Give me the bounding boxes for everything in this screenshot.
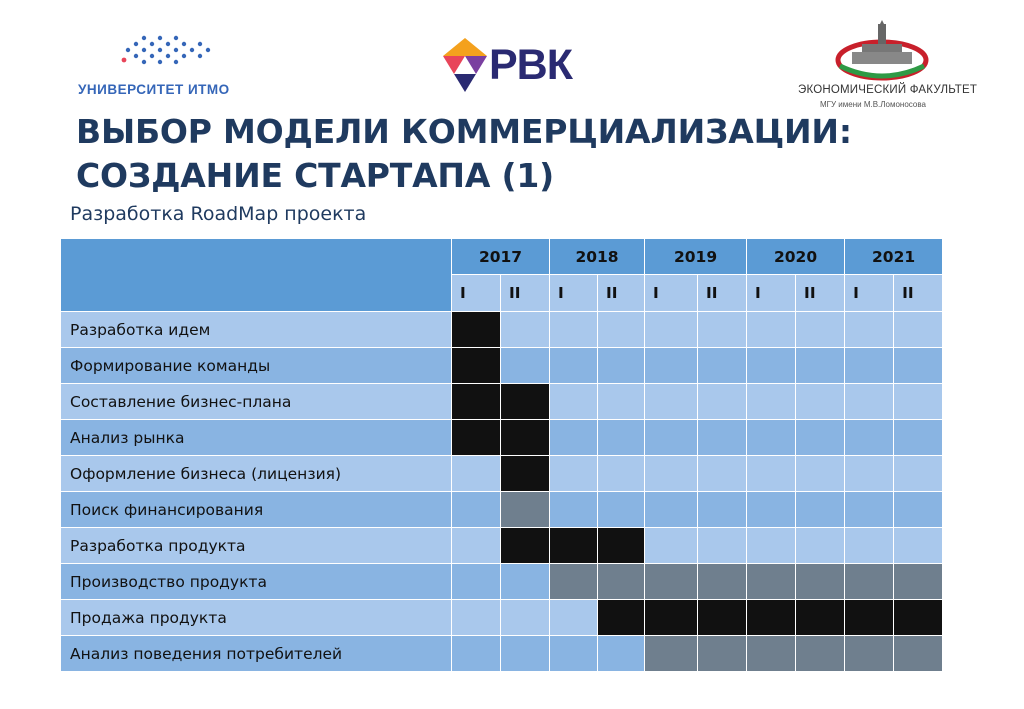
task-label: Разработка идем bbox=[61, 312, 452, 348]
gantt-bar-cell bbox=[452, 420, 501, 456]
roadmap-gantt bbox=[60, 238, 942, 680]
gantt-empty-cell bbox=[747, 420, 796, 456]
gantt-empty-cell bbox=[645, 528, 698, 564]
gantt-empty-cell bbox=[645, 456, 698, 492]
gantt-empty-cell bbox=[796, 456, 845, 492]
gantt-empty-cell bbox=[645, 384, 698, 420]
gantt-empty-cell bbox=[452, 600, 501, 636]
half-label: II bbox=[894, 275, 943, 312]
gantt-bar-cell bbox=[550, 528, 598, 564]
half-label: I bbox=[550, 275, 598, 312]
gantt-empty-cell bbox=[796, 492, 845, 528]
title-line-1: ВЫБОР МОДЕЛИ КОММЕРЦИАЛИЗАЦИИ: bbox=[76, 112, 852, 151]
gantt-bar-cell bbox=[452, 384, 501, 420]
half-label: II bbox=[796, 275, 845, 312]
gantt-empty-cell bbox=[598, 456, 645, 492]
gantt-empty-cell bbox=[796, 312, 845, 348]
itmo-logo-text: УНИВЕРСИТЕТ ИТМО bbox=[78, 82, 230, 97]
gantt-empty-cell bbox=[645, 420, 698, 456]
gantt-bar-cell bbox=[698, 600, 747, 636]
gantt-empty-cell bbox=[598, 312, 645, 348]
gantt-task-row bbox=[61, 348, 943, 384]
gantt-empty-cell bbox=[845, 456, 894, 492]
gantt-empty-cell bbox=[598, 492, 645, 528]
gantt-empty-cell bbox=[796, 528, 845, 564]
gantt-empty-cell bbox=[698, 456, 747, 492]
half-label: I bbox=[645, 275, 698, 312]
gantt-empty-cell bbox=[452, 636, 501, 672]
task-label: Продажа продукта bbox=[61, 600, 452, 636]
gantt-empty-cell bbox=[845, 492, 894, 528]
year-2021: 2021 bbox=[845, 239, 943, 275]
year-2020: 2020 bbox=[747, 239, 845, 275]
task-label: Разработка продукта bbox=[61, 528, 452, 564]
gantt-bar-cell bbox=[796, 636, 845, 672]
gantt-empty-cell bbox=[845, 420, 894, 456]
gantt-bar-cell bbox=[698, 636, 747, 672]
gantt-empty-cell bbox=[452, 528, 501, 564]
gantt-bar-cell bbox=[845, 636, 894, 672]
gantt-empty-cell bbox=[845, 384, 894, 420]
gantt-empty-cell bbox=[550, 420, 598, 456]
gantt-empty-cell bbox=[698, 384, 747, 420]
gantt-empty-cell bbox=[796, 348, 845, 384]
gantt-year-header-row bbox=[61, 239, 943, 275]
gantt-bar-cell bbox=[645, 600, 698, 636]
gantt-empty-cell bbox=[698, 528, 747, 564]
page-subtitle: Разработка RoadMap проекта bbox=[70, 203, 367, 225]
gantt-empty-cell bbox=[501, 636, 550, 672]
gantt-bar-cell bbox=[598, 600, 645, 636]
gantt-empty-cell bbox=[550, 348, 598, 384]
gantt-bar-cell bbox=[598, 528, 645, 564]
gantt-bar-cell bbox=[452, 348, 501, 384]
gantt-empty-cell bbox=[845, 312, 894, 348]
task-label: Составление бизнес-плана bbox=[61, 384, 452, 420]
gantt-empty-cell bbox=[550, 492, 598, 528]
gantt-empty-cell bbox=[452, 456, 501, 492]
gantt-empty-cell bbox=[598, 384, 645, 420]
gantt-task-row bbox=[61, 600, 943, 636]
econ-faculty-text: ЭКОНОМИЧЕСКИЙ ФАКУЛЬТЕТ bbox=[798, 84, 978, 96]
gantt-empty-cell bbox=[894, 456, 943, 492]
gantt-empty-cell bbox=[796, 420, 845, 456]
gantt-empty-cell bbox=[598, 348, 645, 384]
gantt-empty-cell bbox=[845, 348, 894, 384]
gantt-bar-cell bbox=[894, 636, 943, 672]
gantt-empty-cell bbox=[645, 492, 698, 528]
rvk-triangle-icon bbox=[443, 38, 487, 92]
gantt-empty-cell bbox=[894, 492, 943, 528]
half-label: I bbox=[452, 275, 501, 312]
gantt-empty-cell bbox=[698, 492, 747, 528]
task-label: Производство продукта bbox=[61, 564, 452, 600]
gantt-empty-cell bbox=[845, 528, 894, 564]
half-label: II bbox=[598, 275, 645, 312]
gantt-empty-cell bbox=[550, 312, 598, 348]
gantt-empty-cell bbox=[894, 312, 943, 348]
econ-faculty-subtext: МГУ имени М.В.Ломоносова bbox=[820, 100, 926, 109]
gantt-task-row bbox=[61, 384, 943, 420]
task-label: Анализ рынка bbox=[61, 420, 452, 456]
gantt-table bbox=[60, 238, 943, 672]
gantt-bar-cell bbox=[796, 564, 845, 600]
gantt-empty-cell bbox=[452, 564, 501, 600]
gantt-empty-cell bbox=[698, 348, 747, 384]
gantt-bar-cell bbox=[747, 564, 796, 600]
gantt-bar-cell bbox=[894, 600, 943, 636]
gantt-task-row bbox=[61, 636, 943, 672]
gantt-empty-cell bbox=[698, 312, 747, 348]
gantt-task-row bbox=[61, 564, 943, 600]
gantt-bar-cell bbox=[501, 528, 550, 564]
gantt-empty-cell bbox=[550, 384, 598, 420]
gantt-empty-cell bbox=[550, 636, 598, 672]
year-2019: 2019 bbox=[645, 239, 747, 275]
half-label: I bbox=[747, 275, 796, 312]
task-label: Поиск финансирования bbox=[61, 492, 452, 528]
gantt-empty-cell bbox=[894, 348, 943, 384]
gantt-empty-cell bbox=[747, 528, 796, 564]
gantt-task-row bbox=[61, 528, 943, 564]
gantt-bar-cell bbox=[645, 564, 698, 600]
gantt-bar-cell bbox=[796, 600, 845, 636]
gantt-task-row bbox=[61, 312, 943, 348]
gantt-bar-cell bbox=[501, 420, 550, 456]
task-label: Оформление бизнеса (лицензия) bbox=[61, 456, 452, 492]
gantt-empty-cell bbox=[747, 492, 796, 528]
gantt-empty-cell bbox=[698, 420, 747, 456]
gantt-empty-cell bbox=[894, 384, 943, 420]
gantt-bar-cell bbox=[645, 636, 698, 672]
task-label: Формирование команды bbox=[61, 348, 452, 384]
half-label: I bbox=[845, 275, 894, 312]
gantt-empty-cell bbox=[747, 312, 796, 348]
gantt-bar-cell bbox=[894, 564, 943, 600]
itmo-dots-icon bbox=[118, 30, 218, 70]
gantt-empty-cell bbox=[501, 312, 550, 348]
rvk-logo-text: РВК bbox=[489, 41, 572, 89]
econ-faculty-logo bbox=[790, 20, 980, 112]
gantt-task-row bbox=[61, 420, 943, 456]
gantt-bar-cell bbox=[452, 312, 501, 348]
gantt-empty-cell bbox=[501, 564, 550, 600]
gantt-empty-cell bbox=[598, 636, 645, 672]
gantt-empty-cell bbox=[894, 528, 943, 564]
half-label: II bbox=[501, 275, 550, 312]
gantt-empty-cell bbox=[796, 384, 845, 420]
gantt-bar-cell bbox=[550, 564, 598, 600]
gantt-empty-cell bbox=[501, 348, 550, 384]
gantt-corner-cell bbox=[61, 239, 452, 312]
gantt-empty-cell bbox=[747, 384, 796, 420]
gantt-empty-cell bbox=[550, 600, 598, 636]
title-line-2: СОЗДАНИЕ СТАРТАПА (1) bbox=[76, 156, 554, 195]
gantt-bar-cell bbox=[598, 564, 645, 600]
gantt-empty-cell bbox=[452, 492, 501, 528]
year-2018: 2018 bbox=[550, 239, 645, 275]
gantt-bar-cell bbox=[845, 564, 894, 600]
gantt-empty-cell bbox=[747, 348, 796, 384]
gantt-empty-cell bbox=[598, 420, 645, 456]
gantt-bar-cell bbox=[845, 600, 894, 636]
gantt-bar-cell bbox=[747, 636, 796, 672]
gantt-empty-cell bbox=[645, 348, 698, 384]
gantt-bar-cell bbox=[501, 384, 550, 420]
year-2017: 2017 bbox=[452, 239, 550, 275]
gantt-empty-cell bbox=[894, 420, 943, 456]
task-label: Анализ поведения потребителей bbox=[61, 636, 452, 672]
gantt-task-row bbox=[61, 456, 943, 492]
gantt-bar-cell bbox=[501, 492, 550, 528]
gantt-bar-cell bbox=[501, 456, 550, 492]
msu-building-icon bbox=[790, 20, 980, 84]
itmo-logo bbox=[78, 30, 253, 100]
gantt-empty-cell bbox=[645, 312, 698, 348]
rvk-logo bbox=[443, 38, 593, 94]
half-label: II bbox=[698, 275, 747, 312]
gantt-empty-cell bbox=[747, 456, 796, 492]
gantt-bar-cell bbox=[747, 600, 796, 636]
gantt-task-row bbox=[61, 492, 943, 528]
page-title bbox=[76, 110, 852, 198]
gantt-bar-cell bbox=[698, 564, 747, 600]
gantt-empty-cell bbox=[550, 456, 598, 492]
gantt-empty-cell bbox=[501, 600, 550, 636]
